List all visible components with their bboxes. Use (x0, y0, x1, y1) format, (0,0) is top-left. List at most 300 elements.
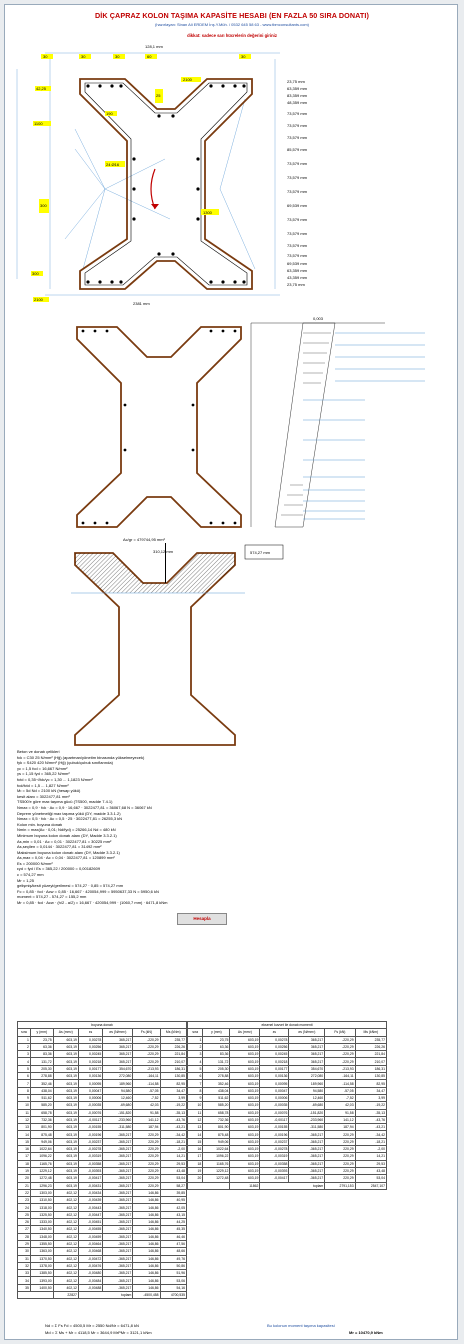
table-cell: -0,00117 (260, 1116, 289, 1123)
table-cell: 58,27 (160, 1182, 186, 1189)
table-row (188, 1073, 387, 1080)
table-row (18, 1255, 187, 1262)
table-cell: -19,22 (160, 1102, 186, 1109)
input-cell[interactable]: 24 Ø16 (106, 162, 120, 167)
table-cell: -220,29 (325, 1043, 355, 1050)
table-cell: 0,00218 (260, 1058, 289, 1065)
table-cell: -365,217 (289, 1146, 325, 1153)
table-cell: -35,13 (160, 1109, 186, 1116)
input-cell[interactable]: 1100 (34, 121, 43, 126)
table-cell: 603,19 (230, 1087, 260, 1094)
table-cell: -69,680 (289, 1102, 325, 1109)
table-cell: -43,76 (355, 1116, 386, 1123)
table-cell: 603,19 (53, 1116, 78, 1123)
table-cell: 82,95 (355, 1080, 386, 1087)
table-row (18, 1175, 187, 1182)
table-cell: -213,93 (325, 1065, 355, 1072)
table-cell: 6 (188, 1073, 203, 1080)
table-row (18, 1233, 187, 1240)
input-cell[interactable]: 30 (115, 54, 120, 59)
column-header: y (mm) (203, 1029, 230, 1036)
strain-top-label: 0,003 (313, 316, 324, 321)
table-cell: 16 (188, 1146, 203, 1153)
table-cell: 603,19 (230, 1153, 260, 1160)
table-cell: 402,12 (53, 1248, 78, 1255)
table-cell: -7,52 (325, 1094, 355, 1101)
table-cell: 186,31 (355, 1065, 386, 1072)
table-cell: -365,217 (289, 1167, 325, 1174)
table-cell: -0,00155 (260, 1124, 289, 1131)
table-cell: 32 (18, 1262, 31, 1269)
table-cell: -0,00417 (260, 1175, 289, 1182)
column-header: y (mm) (30, 1029, 53, 1036)
table-cell: -0,00434 (78, 1189, 102, 1196)
svg-text:73,579 mm: 73,579 mm (287, 175, 308, 180)
table-cell: 1378,00 (30, 1262, 53, 1269)
table-row (188, 1138, 387, 1145)
table-cell: 603,19 (53, 1073, 78, 1080)
table-cell: -0,00431 (78, 1182, 102, 1189)
table-cell: 31 (18, 1255, 31, 1262)
table-cell: 603,19 (230, 1138, 260, 1145)
table-cell: 187,94 (325, 1124, 355, 1131)
input-cell[interactable]: 190 (106, 111, 113, 116)
table-cell: -0,00358 (78, 1160, 102, 1167)
table-cell: 603,19 (230, 1116, 260, 1123)
table-cell: 26 (18, 1219, 31, 1226)
table-cell: 1022,64 (30, 1146, 53, 1153)
table-cell: 278,88 (30, 1073, 53, 1080)
table-row (188, 1116, 387, 1123)
table-cell: 25 (18, 1211, 31, 1218)
table-cell: 18 (188, 1160, 203, 1167)
table-cell: 23,75 (203, 1036, 230, 1043)
input-cell[interactable]: 30 (241, 54, 246, 59)
table-cell: -365,217 (289, 1138, 325, 1145)
table-row (188, 1051, 387, 1058)
table-row (18, 1043, 187, 1050)
table-cell: 1303,00 (30, 1189, 53, 1196)
svg-text:48,359 mm: 48,359 mm (287, 100, 308, 105)
table-cell: 29,53 (355, 1160, 386, 1167)
table-row (188, 1036, 387, 1043)
input-cell[interactable]: 1300 (203, 210, 212, 215)
table-cell: 43,48 (160, 1167, 186, 1174)
table-cell: 603,19 (53, 1138, 78, 1145)
table-cell: 603,19 (53, 1175, 78, 1182)
table-cell: -0,00468 (78, 1248, 102, 1255)
column-header: σs (N/mm²) (289, 1029, 325, 1036)
table-cell: 1363,00 (30, 1248, 53, 1255)
table-cell: 14,21 (355, 1153, 386, 1160)
table-cell: 220,29 (133, 1160, 160, 1167)
table-cell: 221,84 (160, 1051, 186, 1058)
table-cell: 1355,50 (30, 1240, 53, 1247)
table-cell: -18,21 (160, 1138, 186, 1145)
table-cell: -365,217 (103, 1131, 133, 1138)
table-cell: 19 (18, 1167, 31, 1174)
table-cell: -311,580 (289, 1124, 325, 1131)
table-cell: -220,29 (325, 1058, 355, 1065)
table-cell: 187,94 (133, 1124, 160, 1131)
table-cell: 18 (18, 1160, 31, 1167)
table-cell: 146,86 (133, 1248, 160, 1255)
page-title: DİK ÇAPRAZ KOLON TAŞIMA KAPASİTE HESABI (EN FAZLA 50 SIRA DONATI) (94, 11, 370, 20)
left-table-title: boyuna donatı (18, 1022, 187, 1029)
table-cell: 603,19 (230, 1131, 260, 1138)
table-cell: 402,12 (53, 1262, 78, 1269)
table-cell: 146,86 (133, 1189, 160, 1196)
area-label: Ac/gr = 479744,95 mm² (123, 537, 165, 542)
compression-block-drawing (5, 535, 459, 745)
table-cell: 94,580 (289, 1087, 325, 1094)
table-row (188, 1043, 387, 1050)
input-cell[interactable]: 30 (43, 54, 48, 59)
table-row (18, 1087, 187, 1094)
table-cell: 94,580 (103, 1087, 133, 1094)
table-cell: 130,85 (355, 1073, 386, 1080)
table-cell: 220,29 (133, 1131, 160, 1138)
table-cell: 365,217 (289, 1043, 325, 1050)
table-cell: 603,19 (230, 1065, 260, 1072)
table-cell: 0,00095 (260, 1080, 289, 1087)
table-cell: -0,00358 (260, 1160, 289, 1167)
table-cell: 146,86 (133, 1233, 160, 1240)
table-cell: 83,36 (30, 1051, 53, 1058)
table-row (18, 1051, 187, 1058)
table-cell: 603,19 (53, 1153, 78, 1160)
table-cell: 146,86 (133, 1226, 160, 1233)
table-cell: 1022,64 (203, 1146, 230, 1153)
section-dimension-drawing (5, 39, 459, 309)
svg-text:83,359 mm: 83,359 mm (287, 93, 308, 98)
table-row (188, 1160, 387, 1167)
table-cell: 14 (18, 1131, 31, 1138)
table-cell: -114,58 (325, 1080, 355, 1087)
table-cell: 7 (188, 1080, 203, 1087)
table-cell: 189,960 (103, 1080, 133, 1087)
table-cell: -0,00319 (78, 1153, 102, 1160)
table-cell: 45,35 (160, 1226, 186, 1233)
table-cell: 278,88 (203, 1073, 230, 1080)
table-cell: -365,217 (103, 1138, 133, 1145)
table-cell: -365,217 (103, 1226, 133, 1233)
svg-text:73,579 mm: 73,579 mm (287, 189, 308, 194)
table-cell: 603,19 (230, 1167, 260, 1174)
table-cell: 12,460 (289, 1094, 325, 1101)
table-cell: 29 (18, 1240, 31, 1247)
table-cell: -0,00035 (78, 1102, 102, 1109)
table-cell: -0,00196 (78, 1131, 102, 1138)
table-cell: 146,86 (133, 1204, 160, 1211)
calculation-sheet (4, 4, 458, 1340)
table-cell: 8 (188, 1087, 203, 1094)
table-cell: 220,29 (325, 1138, 355, 1145)
table-cell: -57,05 (325, 1087, 355, 1094)
table-cell: 210,07 (355, 1058, 386, 1065)
table-cell: -365,217 (103, 1255, 133, 1262)
x-column-outline-2 (77, 327, 241, 527)
table-cell: -365,217 (289, 1131, 325, 1138)
table-cell: -365,217 (289, 1160, 325, 1167)
column-header: sıra (18, 1029, 31, 1036)
table-cell: 603,19 (53, 1036, 78, 1043)
table-cell: -220,29 (133, 1036, 160, 1043)
table-cell: -365,217 (103, 1248, 133, 1255)
table-cell: -0,00455 (78, 1226, 102, 1233)
table-row (18, 1073, 187, 1080)
table-cell: 220,29 (133, 1175, 160, 1182)
table-cell: 53,04 (160, 1175, 186, 1182)
table-row (18, 1197, 187, 1204)
table-cell: 0,00218 (78, 1058, 102, 1065)
table-cell: -233,960 (103, 1116, 133, 1123)
table-cell: 10 (188, 1102, 203, 1109)
table-cell: 42,03 (133, 1102, 160, 1109)
table-cell: 8 (18, 1087, 31, 1094)
table-cell: 186,31 (160, 1065, 186, 1072)
table-cell: -43,21 (355, 1124, 386, 1131)
table-cell: 11 (18, 1109, 31, 1116)
table-cell: -365,217 (103, 1219, 133, 1226)
table-row (188, 1167, 387, 1174)
table-row (188, 1109, 387, 1116)
table-cell: 5 (188, 1065, 203, 1072)
table-cell: 0,00047 (78, 1087, 102, 1094)
table-row (18, 1182, 187, 1189)
table-cell: 220,29 (325, 1175, 355, 1182)
table-cell: 49,76 (160, 1255, 186, 1262)
table-cell: -365,217 (103, 1146, 133, 1153)
result-label: Bu kolonun moment taşıma kapasitesi (267, 1323, 335, 1328)
table-row (18, 1036, 187, 1043)
table-row (18, 1262, 187, 1269)
table-cell: 402,12 (53, 1226, 78, 1233)
table-row (18, 1219, 187, 1226)
table-cell: 42,03 (325, 1102, 355, 1109)
table-row (18, 1131, 187, 1138)
table-cell: -0,00464 (78, 1240, 102, 1247)
table-cell: 402,12 (53, 1211, 78, 1218)
compression-depth-label: 574,27 mm (250, 550, 271, 555)
yellow-input-cells (31, 54, 251, 302)
table-cell: 1096,22 (30, 1153, 53, 1160)
table-cell: -0,00447 (78, 1211, 102, 1218)
table-cell: 1165,76 (30, 1160, 53, 1167)
table-row (18, 1102, 187, 1109)
svg-text:73,579 mm: 73,579 mm (287, 231, 308, 236)
svg-text:73,579 mm: 73,579 mm (287, 111, 308, 116)
table-row (18, 1153, 187, 1160)
table-cell: 365,217 (103, 1043, 133, 1050)
table-cell: 6 (18, 1073, 31, 1080)
table-cell: 438,04 (203, 1087, 230, 1094)
table-row (188, 1080, 387, 1087)
table-cell: -7,52 (133, 1094, 160, 1101)
table-cell: 402,12 (53, 1233, 78, 1240)
table-cell: 1318,00 (30, 1204, 53, 1211)
table-cell: 402,12 (53, 1255, 78, 1262)
table-cell: 0,00136 (260, 1073, 289, 1080)
table-cell: -0,00278 (260, 1146, 289, 1153)
table-cell: -0,00484 (78, 1277, 102, 1284)
calculate-button[interactable]: Hesapla (177, 913, 227, 925)
table-row (18, 1058, 187, 1065)
svg-text:73,579 mm: 73,579 mm (287, 217, 308, 222)
calculation-text: Beton ve donatı çelikleri fck = C30 25 N/mm² (Hğ) (apartman/yönetim binasında yükselmeyecek) fyk = S420 420 N/mm² (Hğ) (çubuk/çubuk sınıflarında) γc = 1,5 fcd = 16,667 N/mm² γs = 1,15 fyd = 365,22 N/mm² fctd = 0,35·√fck/γc = 1,30 ... 1,1823 N/mm² fcd/fctd = 1,5 ... 1,827 N/mm² Mı = 5d Nd = 2100 kN (hesap yükü) kesit alanı = 3022477,81 mm² TS500'e göre max taşıma gücü (TS500, madde 7.4.1) Nmax = 0,9 · fck · Ac = 0,9 · 16,667 · 3022477,81 = 36067,68 N = 36067 kN Deprem yönetmeliği max taşıma yükü (DY, madde 3.3.1.2) Nmax = 0,5 · fck · Ac = 0,5 · 25 · 3022477,81 = 26255,3 kN Kolon min. boyuna donatı Nmin = max(Ac · 0,01; Nd/fyd) = 25266,14 Nd = 480 kN Minimum boyuna kolon donatı alanı (DY, Madde 3.3.2.1) As,min = 0,01 · Ac = 0,01 · 3022477,81 = 30225 mm² As,seçilen = 0,0144 · 3022477,81 = 31492 mm² Maksimum boyuna kolon donatı alanı (DY, Madde 3.3.2.1) As,max = 0,04 · Ac = 0,04 · 3022477,81 = 120899 mm² Es = 200000 N/mm² εyd = fyd / Es = 365,22 / 200000 = 0,00182609 c = 574,27 mm Mr = 1,25 gelişmiş/kesit yüzeyi/gerilmesi = 574,27 · 0,85 = 574,27 mm Fc = 0,85 · fcd · Acw = 0,85 · 16,667 · 420054,999 = 5950637,33 N = 5950,6 kN moment = 574,27 - 574,27 = 155,2 mm Mr = 0,85 · fcd · Acw · (h/2 - a/2) = 16,667 · 420054,999 · (1060,7 mm) · 6471,8 kNm (17, 749, 168, 906)
table-cell: 220,29 (133, 1146, 160, 1153)
table-cell: 603,19 (230, 1073, 260, 1080)
table-cell: 146,86 (133, 1270, 160, 1277)
table-cell: 40,95 (160, 1197, 186, 1204)
table-cell: 30 (18, 1248, 31, 1255)
table-cell: 63,36 (203, 1043, 230, 1050)
table-cell: 1348,00 (30, 1233, 53, 1240)
total-cell: toplam (78, 1291, 132, 1298)
table-cell: 4 (188, 1058, 203, 1065)
column-header: Ms (kNm) (355, 1029, 386, 1036)
table-row (18, 1277, 187, 1284)
table-cell: -220,29 (325, 1036, 355, 1043)
table-row (18, 1138, 187, 1145)
column-header: εs (78, 1029, 102, 1036)
table-cell: 354,670 (103, 1065, 133, 1072)
table-cell: 1385,50 (30, 1270, 53, 1277)
table-cell: 0,00245 (260, 1051, 289, 1058)
table-cell: -43,76 (160, 1116, 186, 1123)
table-cell: 226,26 (160, 1043, 186, 1050)
table-cell: 0,00006 (78, 1094, 102, 1101)
table-row (18, 1160, 187, 1167)
author-line: (hazırlayan: Sinan Ali ERDEM İnş.Y.Müh. / 0532 645 58 63 - www.tbmconsultants.com) (155, 22, 309, 27)
table-cell: 1310,50 (30, 1197, 53, 1204)
result-value: Mr = 10470,9 kNm (349, 1330, 383, 1335)
table-cell: 235,77 (355, 1036, 386, 1043)
svg-text:73,579 mm: 73,579 mm (287, 135, 308, 140)
table-cell: 146,86 (133, 1277, 160, 1284)
svg-text:73,579 mm: 73,579 mm (287, 253, 308, 258)
table-cell: 3,99 (355, 1094, 386, 1101)
table-cell: 17 (188, 1153, 203, 1160)
input-cell[interactable]: 300 (32, 271, 39, 276)
table-cell: 1393,00 (30, 1277, 53, 1284)
table-cell: 352,46 (203, 1080, 230, 1087)
table-cell: 13 (18, 1124, 31, 1131)
table-cell: 146,86 (133, 1262, 160, 1269)
svg-text:73,579 mm: 73,579 mm (287, 161, 308, 166)
table-cell: 146,86 (133, 1219, 160, 1226)
table-cell: 5 (18, 1065, 31, 1072)
table-row (18, 1284, 187, 1291)
table-row (18, 1109, 187, 1116)
table-cell: 10 (18, 1102, 31, 1109)
table-cell: -365,217 (103, 1240, 133, 1247)
svg-text:43,359 mm: 43,359 mm (287, 275, 308, 280)
totals-row (18, 1291, 187, 1298)
table-cell: -57,05 (133, 1087, 160, 1094)
table-cell: 131,72 (30, 1058, 53, 1065)
input-cell[interactable]: 60 (147, 54, 152, 59)
table-cell: -0,00443 (78, 1204, 102, 1211)
table-cell: 354,670 (289, 1065, 325, 1072)
table-cell: 189,960 (289, 1080, 325, 1087)
table-cell: 23 (18, 1197, 31, 1204)
table-cell: -0,00237 (78, 1138, 102, 1145)
table-cell: 21 (18, 1182, 31, 1189)
table-cell: -0,00196 (260, 1131, 289, 1138)
table-cell: -0,00237 (260, 1138, 289, 1145)
table-cell: 15 (188, 1138, 203, 1145)
table-cell: 43,48 (355, 1167, 386, 1174)
table-cell: 272,080 (289, 1073, 325, 1080)
total-cell: -4500,458 (133, 1291, 160, 1298)
table-cell: 9 (188, 1094, 203, 1101)
table-cell: 603,19 (230, 1094, 260, 1101)
total-cell: 22827 (53, 1291, 78, 1298)
input-cell[interactable]: 30 (81, 54, 86, 59)
table-cell: 53,04 (355, 1175, 386, 1182)
table-cell: -365,217 (103, 1153, 133, 1160)
table-cell: -365,217 (103, 1204, 133, 1211)
table-cell: 1165,76 (203, 1160, 230, 1167)
table-cell: 352,46 (30, 1080, 53, 1087)
table-cell: 0,00177 (260, 1065, 289, 1072)
table-cell: 226,26 (355, 1043, 386, 1050)
table-cell: 141,12 (325, 1116, 355, 1123)
table-cell: -0,00155 (78, 1124, 102, 1131)
input-cell[interactable]: 42,25 (36, 86, 47, 91)
table-cell: 603,19 (230, 1124, 260, 1131)
table-cell: -365,217 (103, 1277, 133, 1284)
table-cell: -0,00472 (78, 1255, 102, 1262)
table-cell: 603,19 (53, 1043, 78, 1050)
table-cell: 0,00245 (78, 1051, 102, 1058)
table-cell: 1096,22 (203, 1153, 230, 1160)
table-cell: 29,53 (160, 1160, 186, 1167)
table-cell: -0,00076 (78, 1109, 102, 1116)
table-cell: 1 (18, 1036, 31, 1043)
table-cell: 603,19 (230, 1109, 260, 1116)
totals-row (188, 1182, 387, 1189)
table-cell: 603,19 (53, 1058, 78, 1065)
table-cell: 949,06 (30, 1138, 53, 1145)
input-cell[interactable]: 2100 (183, 77, 192, 82)
table-row (18, 1167, 187, 1174)
table-cell: 1272,48 (203, 1175, 230, 1182)
input-cell[interactable]: 2100 (34, 297, 43, 302)
table-cell: 63,36 (30, 1043, 53, 1050)
table-cell: 875,48 (203, 1131, 230, 1138)
table-cell: 658,78 (30, 1109, 53, 1116)
table-cell: -0,00278 (78, 1146, 102, 1153)
table-cell: 34 (18, 1277, 31, 1284)
input-cell[interactable]: 25 (156, 93, 161, 98)
table-cell: 131,72 (203, 1058, 230, 1065)
table-cell: 220,29 (325, 1160, 355, 1167)
table-cell: 39,85 (160, 1189, 186, 1196)
table-cell: -220,29 (133, 1058, 160, 1065)
right-rebar-table (187, 1021, 387, 1190)
table-cell: -0,00393 (260, 1167, 289, 1174)
table-cell: 2 (188, 1043, 203, 1050)
table-cell: -365,217 (103, 1175, 133, 1182)
column-header: sıra (188, 1029, 203, 1036)
table-cell: 14,21 (160, 1153, 186, 1160)
table-cell: 511,62 (203, 1094, 230, 1101)
table-cell: -69,680 (103, 1102, 133, 1109)
input-cell[interactable]: 300 (40, 203, 47, 208)
table-cell: -0,00488 (78, 1284, 102, 1291)
